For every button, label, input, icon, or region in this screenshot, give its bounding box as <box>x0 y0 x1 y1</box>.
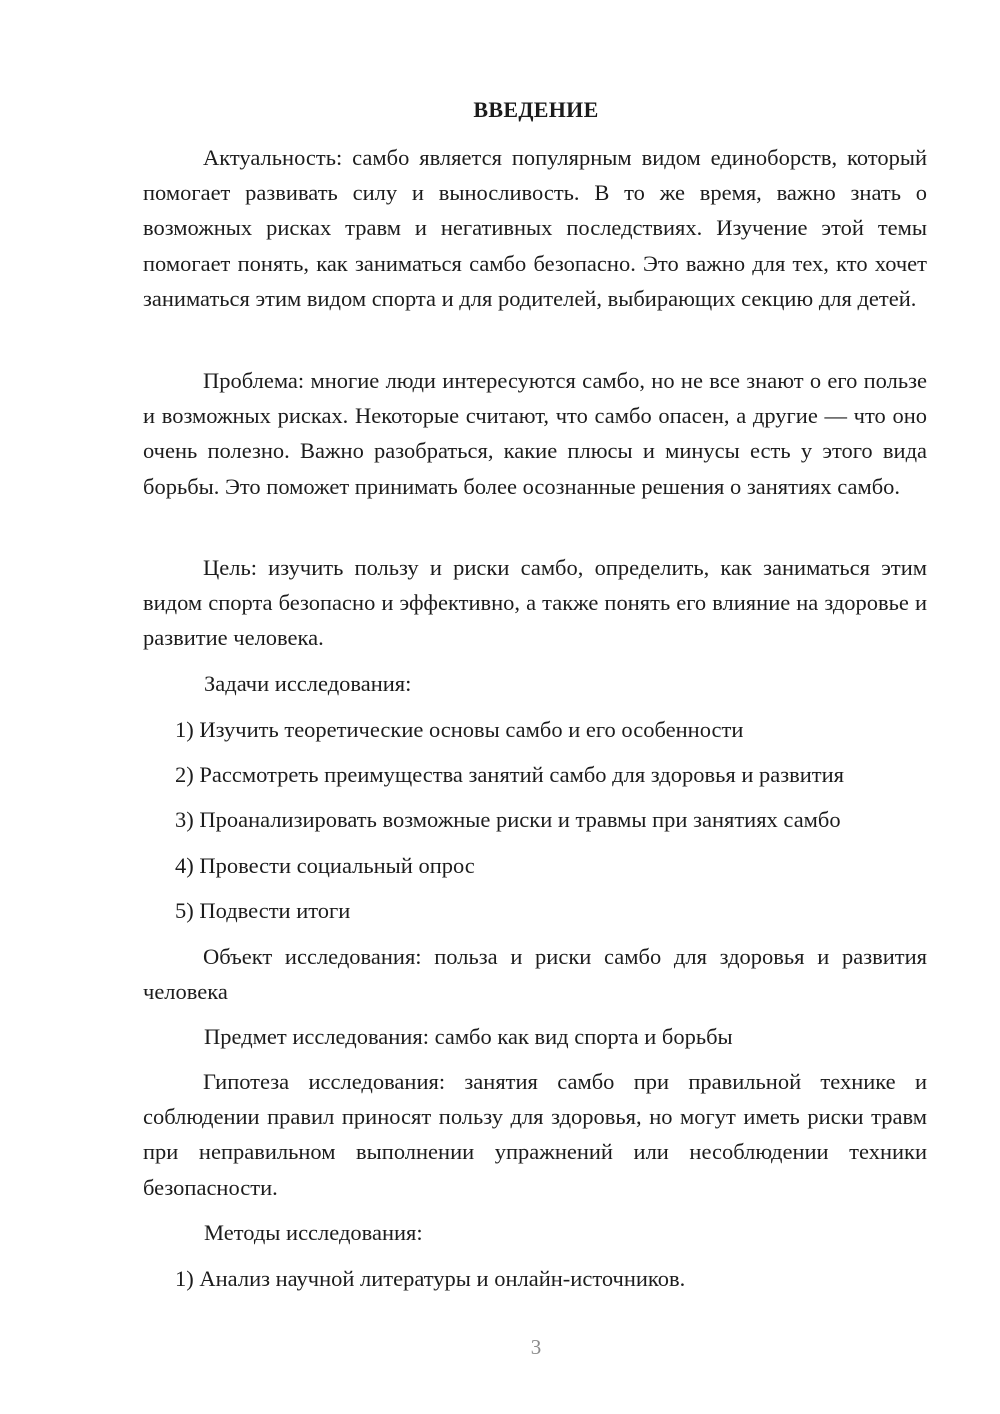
tasks-heading: Задачи исследования: <box>204 671 412 696</box>
goal-paragraph: Цель: изучить пользу и риски самбо, определить, как заниматься этим видом спорта безопасно и эффективно, а также понять его влияние на здоровье и развитие человека. <box>143 555 927 651</box>
task-item-2: 2) Рассмотреть преимущества занятий самбо для здоровья и развития <box>175 762 845 787</box>
task-item-1: 1) Изучить теоретические основы самбо и его особенности <box>175 717 744 742</box>
task-item-3: 3) Проанализировать возможные риски и травмы при занятиях самбо <box>175 807 841 832</box>
section-heading: ВВЕДЕНИЕ <box>473 97 599 122</box>
task-item-5: 5) Подвести итоги <box>175 898 351 923</box>
hypothesis-paragraph: Гипотеза исследования: занятия самбо при правильной технике и соблюдении правил приносят пользу для здоровья, но могут иметь риски травм при неправильном выполнении упражнений или несоблюдении техники безопасности. <box>143 1069 927 1200</box>
task-item-4: 4) Провести социальный опрос <box>175 853 475 878</box>
problem-paragraph: Проблема: многие люди интересуются самбо, но не все знают о его пользе и возможных рисках. Некоторые считают, что самбо опасен, а другие — что оно очень полезно. Важно разобраться, какие плюсы и минусы есть у этого вида борьбы. Это поможет принимать более осознанные решения о занятиях самбо. <box>143 368 927 499</box>
object-paragraph: Объект исследования: польза и риски самбо для здоровья и развития человека <box>143 944 927 1005</box>
relevance-paragraph: Актуальность: самбо является популярным видом единоборств, который помогает развивать силу и выносливость. В то же время, важно знать о возможных рисках травм и негативных последствиях. Изучение этой темы помогает понять, как заниматься самбо безопасно. Это важно для тех, кто хочет заниматься этим видом спорта и для родителей, выбирающих секцию для детей. <box>143 145 927 311</box>
method-item-1: 1) Анализ научной литературы и онлайн-источников. <box>175 1266 686 1291</box>
methods-heading: Методы исследования: <box>204 1220 423 1245</box>
subject-paragraph: Предмет исследования: самбо как вид спорта и борьбы <box>204 1024 733 1049</box>
page-number: 3 <box>530 1335 542 1359</box>
